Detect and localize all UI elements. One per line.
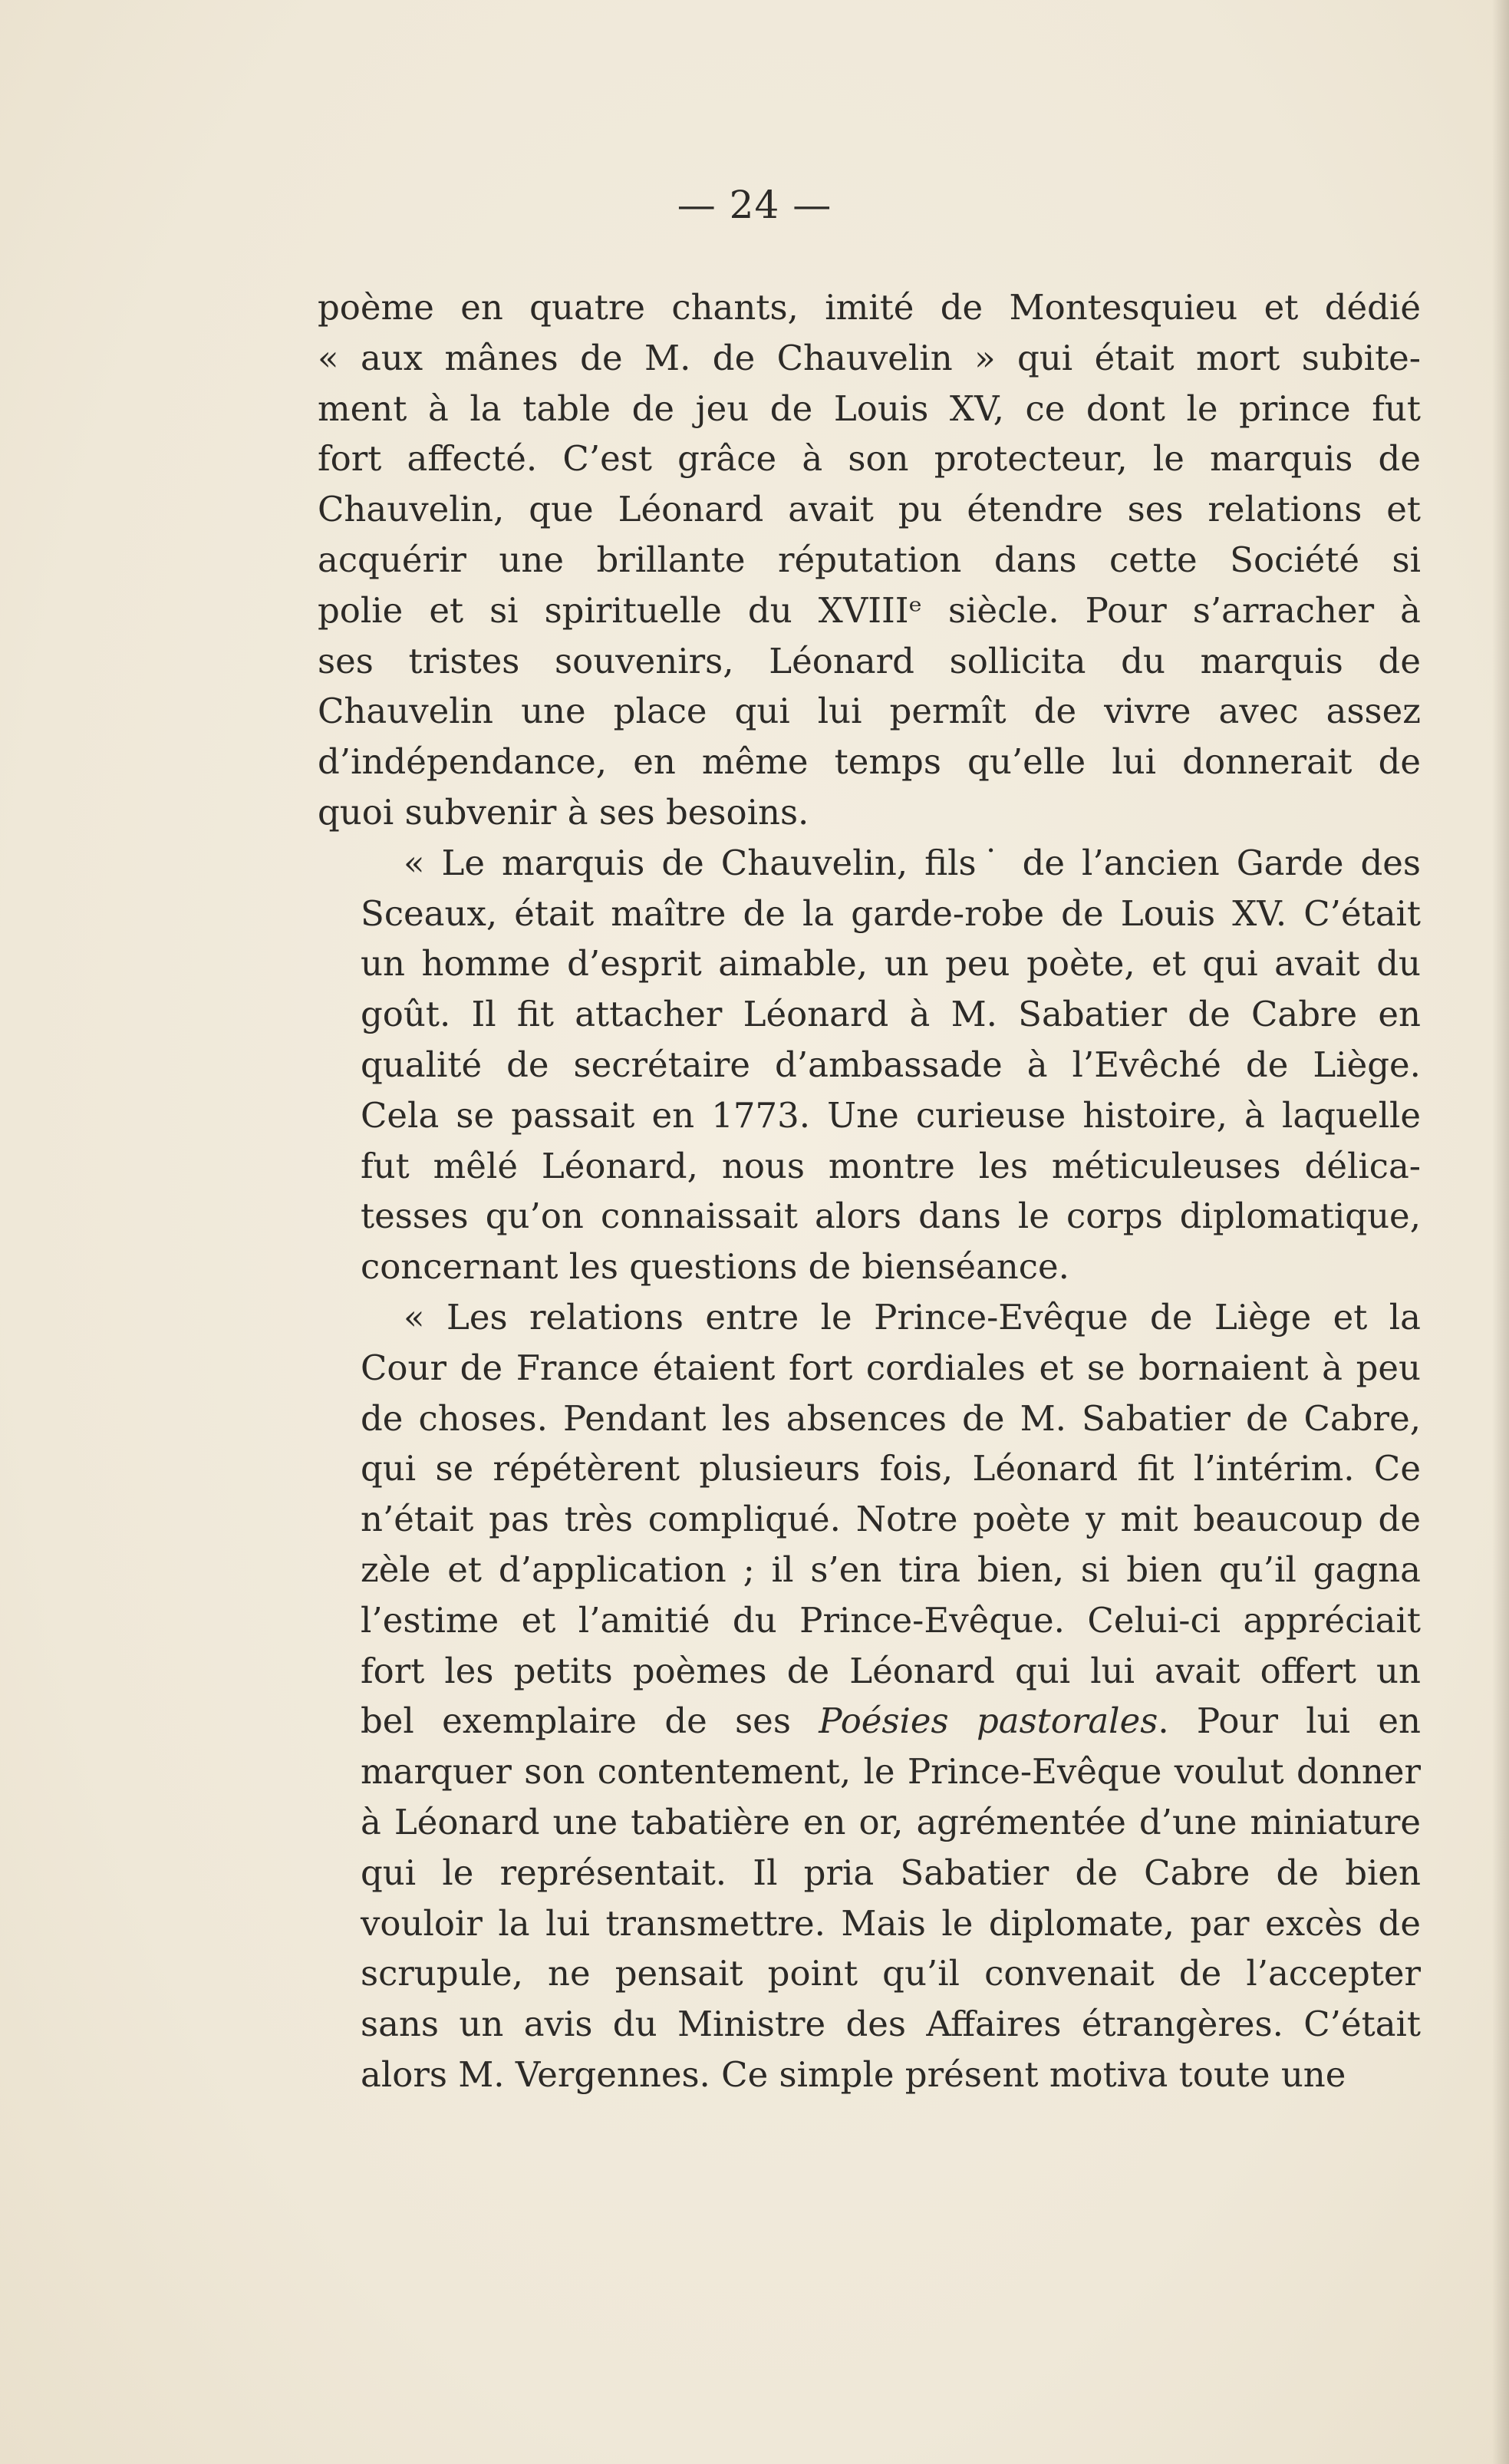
- text-line: sans un avis du Ministre des Affaires étrangères. C’était: [361, 2004, 1421, 2045]
- text-line: « aux mânes de M. de Chauvelin » qui était mort subite-: [318, 337, 1421, 378]
- text-line: un homme d’esprit aimable, un peu poète, et qui avait du: [361, 943, 1421, 985]
- text-line: marquer son contentement, le Prince-Evêque voulut donner: [361, 1751, 1421, 1793]
- text-line: Sceaux, était maître de la garde-robe de Louis XV. C’était: [361, 892, 1421, 934]
- text-line: goût. Il fit attacher Léonard à M. Sabatier de Cabre en: [361, 994, 1421, 1035]
- text-line: à Léonard une tabatière en or, agrémentée d’une miniature: [361, 1801, 1421, 1842]
- text-line: ses tristes souvenirs, Léonard sollicita du marquis de: [318, 640, 1421, 681]
- text-line: « Le marquis de Chauvelin, fils˙ de l’ancien Garde des: [404, 842, 1421, 883]
- text-line: zèle et d’application ; il s’en tira bien, si bien qu’il gagna: [361, 1549, 1421, 1590]
- text-line: Chauvelin une place qui lui permît de vivre avec assez: [318, 691, 1421, 732]
- text-line: alors M. Vergennes. Ce simple présent motiva toute une: [361, 2053, 1346, 2095]
- text-line: l’estime et l’amitié du Prince-Evêque. Celui-ci appréciait: [361, 1599, 1421, 1641]
- paragraph: [318, 282, 1421, 838]
- paragraph: [318, 838, 1421, 1292]
- italic-title: Poésies pastorales: [819, 1700, 1158, 1742]
- text-line: fort affecté. C’est grâce à son protecteur, le marquis de: [318, 438, 1421, 480]
- text-line: tesses qu’on connaissait alors dans le corps diplomatique,: [361, 1196, 1421, 1237]
- text-line: acquérir une brillante réputation dans cette Société si: [318, 539, 1421, 580]
- paragraph: [318, 1292, 1421, 2100]
- body-text: [318, 282, 1421, 2100]
- text-line: qui se répétèrent plusieurs fois, Léonard fit l’intérim. Ce: [361, 1448, 1421, 1489]
- text-line: n’était pas très compliqué. Notre poète y mit beaucoup de: [361, 1499, 1421, 1540]
- text-line: Cela se passait en 1773. Une curieuse histoire, à laquelle: [361, 1094, 1421, 1136]
- text-line: quoi subvenir à ses besoins.: [318, 791, 809, 833]
- text-line: fut mêlé Léonard, nous montre les méticuleuses délica-: [361, 1145, 1421, 1186]
- text-line: vouloir la lui transmettre. Mais le diplomate, par excès de: [361, 1902, 1421, 1944]
- text-line: Chauvelin, que Léonard avait pu étendre ses relations et: [318, 489, 1421, 530]
- text-line: bel exemplaire de ses Poésies pastorales. Pour lui en: [361, 1700, 1421, 1742]
- text-line: « Les relations entre le Prince-Evêque de Liège et la: [404, 1296, 1421, 1338]
- text-line: d’indépendance, en même temps qu’elle lui donnerait de: [318, 741, 1421, 783]
- text-line: de choses. Pendant les absences de M. Sabatier de Cabre,: [361, 1397, 1421, 1439]
- text-line: qui le représentait. Il pria Sabatier de Cabre de bien: [361, 1852, 1421, 1893]
- text-line: Cour de France étaient fort cordiales et se bornaient à peu: [361, 1347, 1421, 1388]
- text-line: ment à la table de jeu de Louis XV, ce dont le prince fut: [318, 388, 1421, 429]
- page-number: — 24 —: [677, 183, 832, 227]
- text-line: qualité de secrétaire d’ambassade à l’Evêché de Liège.: [361, 1044, 1421, 1085]
- text-line: polie et si spirituelle du XVIIIᵉ siècle. Pour s’arracher à: [318, 589, 1421, 631]
- page-edge-shadow: [1492, 0, 1509, 2464]
- text-line: concernant les questions de bienséance.: [361, 1246, 1069, 1288]
- text-line: scrupule, ne pensait point qu’il convenait de l’accepter: [361, 1953, 1421, 1994]
- text-line: fort les petits poèmes de Léonard qui lui avait offert un: [361, 1650, 1421, 1691]
- text-line: poème en quatre chants, imité de Montesquieu et dédié: [318, 287, 1421, 328]
